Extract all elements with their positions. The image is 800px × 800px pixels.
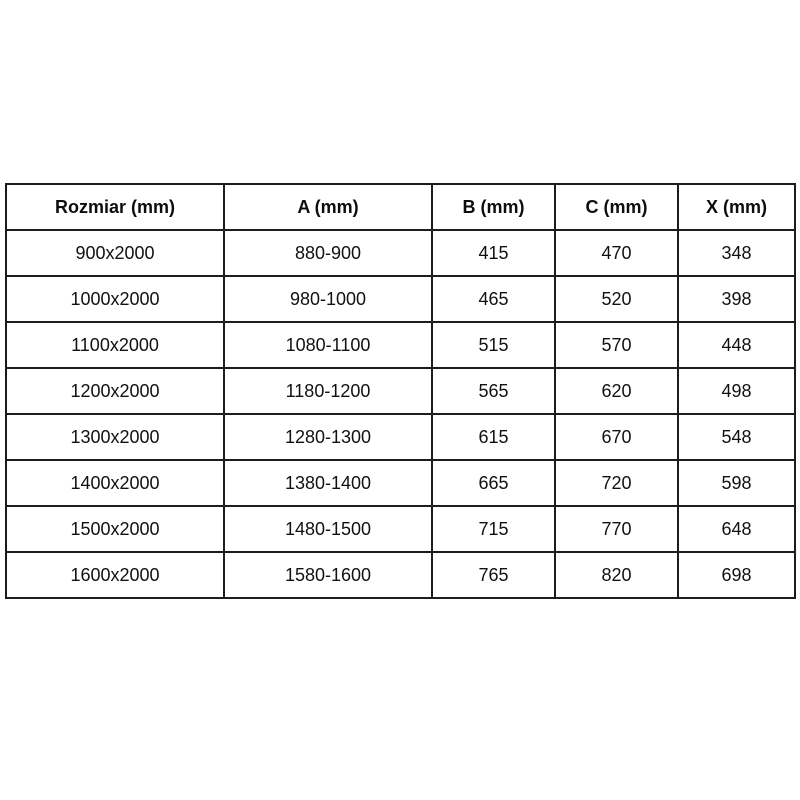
cell-c: 770 <box>555 506 678 552</box>
cell-c: 670 <box>555 414 678 460</box>
column-header-a: A (mm) <box>224 184 432 230</box>
cell-rozmiar: 1600x2000 <box>6 552 224 598</box>
cell-rozmiar: 1300x2000 <box>6 414 224 460</box>
cell-c: 570 <box>555 322 678 368</box>
cell-x: 598 <box>678 460 795 506</box>
cell-x: 648 <box>678 506 795 552</box>
cell-a: 1280-1300 <box>224 414 432 460</box>
cell-b: 515 <box>432 322 555 368</box>
table-row <box>6 368 795 414</box>
table-row <box>6 414 795 460</box>
column-header-x: X (mm) <box>678 184 795 230</box>
cell-rozmiar: 1500x2000 <box>6 506 224 552</box>
cell-rozmiar: 1400x2000 <box>6 460 224 506</box>
cell-a: 880-900 <box>224 230 432 276</box>
cell-b: 465 <box>432 276 555 322</box>
cell-c: 820 <box>555 552 678 598</box>
cell-a: 980-1000 <box>224 276 432 322</box>
cell-x: 348 <box>678 230 795 276</box>
cell-a: 1180-1200 <box>224 368 432 414</box>
column-header-b: B (mm) <box>432 184 555 230</box>
cell-c: 620 <box>555 368 678 414</box>
column-header-c: C (mm) <box>555 184 678 230</box>
cell-b: 415 <box>432 230 555 276</box>
cell-x: 448 <box>678 322 795 368</box>
cell-b: 715 <box>432 506 555 552</box>
cell-c: 470 <box>555 230 678 276</box>
table-row <box>6 460 795 506</box>
cell-b: 765 <box>432 552 555 598</box>
cell-a: 1380-1400 <box>224 460 432 506</box>
cell-a: 1480-1500 <box>224 506 432 552</box>
cell-b: 565 <box>432 368 555 414</box>
cell-b: 665 <box>432 460 555 506</box>
column-header-rozmiar: Rozmiar (mm) <box>6 184 224 230</box>
table-row <box>6 506 795 552</box>
cell-b: 615 <box>432 414 555 460</box>
cell-x: 698 <box>678 552 795 598</box>
cell-x: 398 <box>678 276 795 322</box>
table-row <box>6 552 795 598</box>
cell-rozmiar: 1200x2000 <box>6 368 224 414</box>
cell-rozmiar: 1000x2000 <box>6 276 224 322</box>
cell-c: 720 <box>555 460 678 506</box>
cell-x: 548 <box>678 414 795 460</box>
table-header-row <box>6 184 795 230</box>
cell-a: 1580-1600 <box>224 552 432 598</box>
cell-c: 520 <box>555 276 678 322</box>
table-row <box>6 230 795 276</box>
cell-a: 1080-1100 <box>224 322 432 368</box>
cell-x: 498 <box>678 368 795 414</box>
table-row <box>6 322 795 368</box>
size-spec-table <box>5 183 796 599</box>
cell-rozmiar: 900x2000 <box>6 230 224 276</box>
table-row <box>6 276 795 322</box>
cell-rozmiar: 1100x2000 <box>6 322 224 368</box>
